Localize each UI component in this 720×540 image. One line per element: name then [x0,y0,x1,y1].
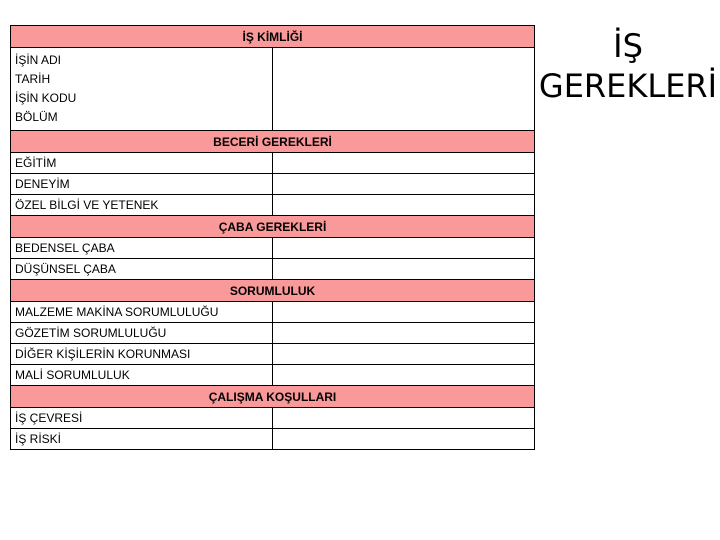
field-label-physical-effort: BEDENSEL ÇABA [11,238,273,259]
field-value-supervision-responsibility[interactable] [273,323,535,344]
job-identity-value-cell[interactable] [273,48,535,131]
table-row [11,365,535,386]
table-row [11,238,535,259]
field-value-financial-responsibility[interactable] [273,365,535,386]
working-conditions-header: ÇALIŞMA KOŞULLARI [11,386,535,408]
slide-title-line-1: İŞ [613,27,643,65]
job-requirements-table [10,25,535,450]
section-header-row [11,280,535,302]
field-label-date: TARİH [15,72,51,86]
field-label-job-code: İŞİN KODU [15,91,77,105]
job-identity-header: İŞ KİMLİĞİ [11,26,535,48]
table-row [11,259,535,280]
job-identity-row [11,48,535,131]
field-label-supervision-responsibility: GÖZETİM SORUMLULUĞU [11,323,273,344]
field-label-special-skills: ÖZEL BİLGİ VE YETENEK [11,195,273,216]
field-value-work-environment[interactable] [273,408,535,429]
skill-requirements-header: BECERİ GEREKLERİ [11,131,535,153]
field-label-protection-of-others: DİĞER KİŞİLERİN KORUNMASI [11,344,273,365]
table-row [11,344,535,365]
job-identity-labels [11,48,273,131]
table-row [11,302,535,323]
field-label-material-machine-responsibility: MALZEME MAKİNA SORUMLULUĞU [11,302,273,323]
effort-requirements-header: ÇABA GEREKLERİ [11,216,535,238]
field-value-material-machine-responsibility[interactable] [273,302,535,323]
field-value-experience[interactable] [273,174,535,195]
field-label-mental-effort: DÜŞÜNSEL ÇABA [11,259,273,280]
field-label-education: EĞİTİM [11,153,273,174]
section-header-row [11,131,535,153]
field-label-financial-responsibility: MALİ SORUMLULUK [11,365,273,386]
section-header-row [11,26,535,48]
field-value-special-skills[interactable] [273,195,535,216]
section-header-row [11,216,535,238]
field-label-experience: DENEYİM [11,174,273,195]
responsibility-header: SORUMLULUK [11,280,535,302]
field-label-work-environment: İŞ ÇEVRESİ [11,408,273,429]
field-value-education[interactable] [273,153,535,174]
table-row [11,153,535,174]
slide-title-line-2: GEREKLERİ [538,67,718,105]
field-value-work-risk[interactable] [273,429,535,450]
section-header-row [11,386,535,408]
field-label-work-risk: İŞ RİSKİ [11,429,273,450]
field-value-physical-effort[interactable] [273,238,535,259]
table-row [11,195,535,216]
field-label-job-name: İŞİN ADI [15,53,62,67]
field-value-protection-of-others[interactable] [273,344,535,365]
field-value-mental-effort[interactable] [273,259,535,280]
table-row [11,408,535,429]
field-label-department: BÖLÜM [15,110,58,124]
slide-title [536,26,720,106]
table-row [11,174,535,195]
table-row [11,429,535,450]
table-row [11,323,535,344]
